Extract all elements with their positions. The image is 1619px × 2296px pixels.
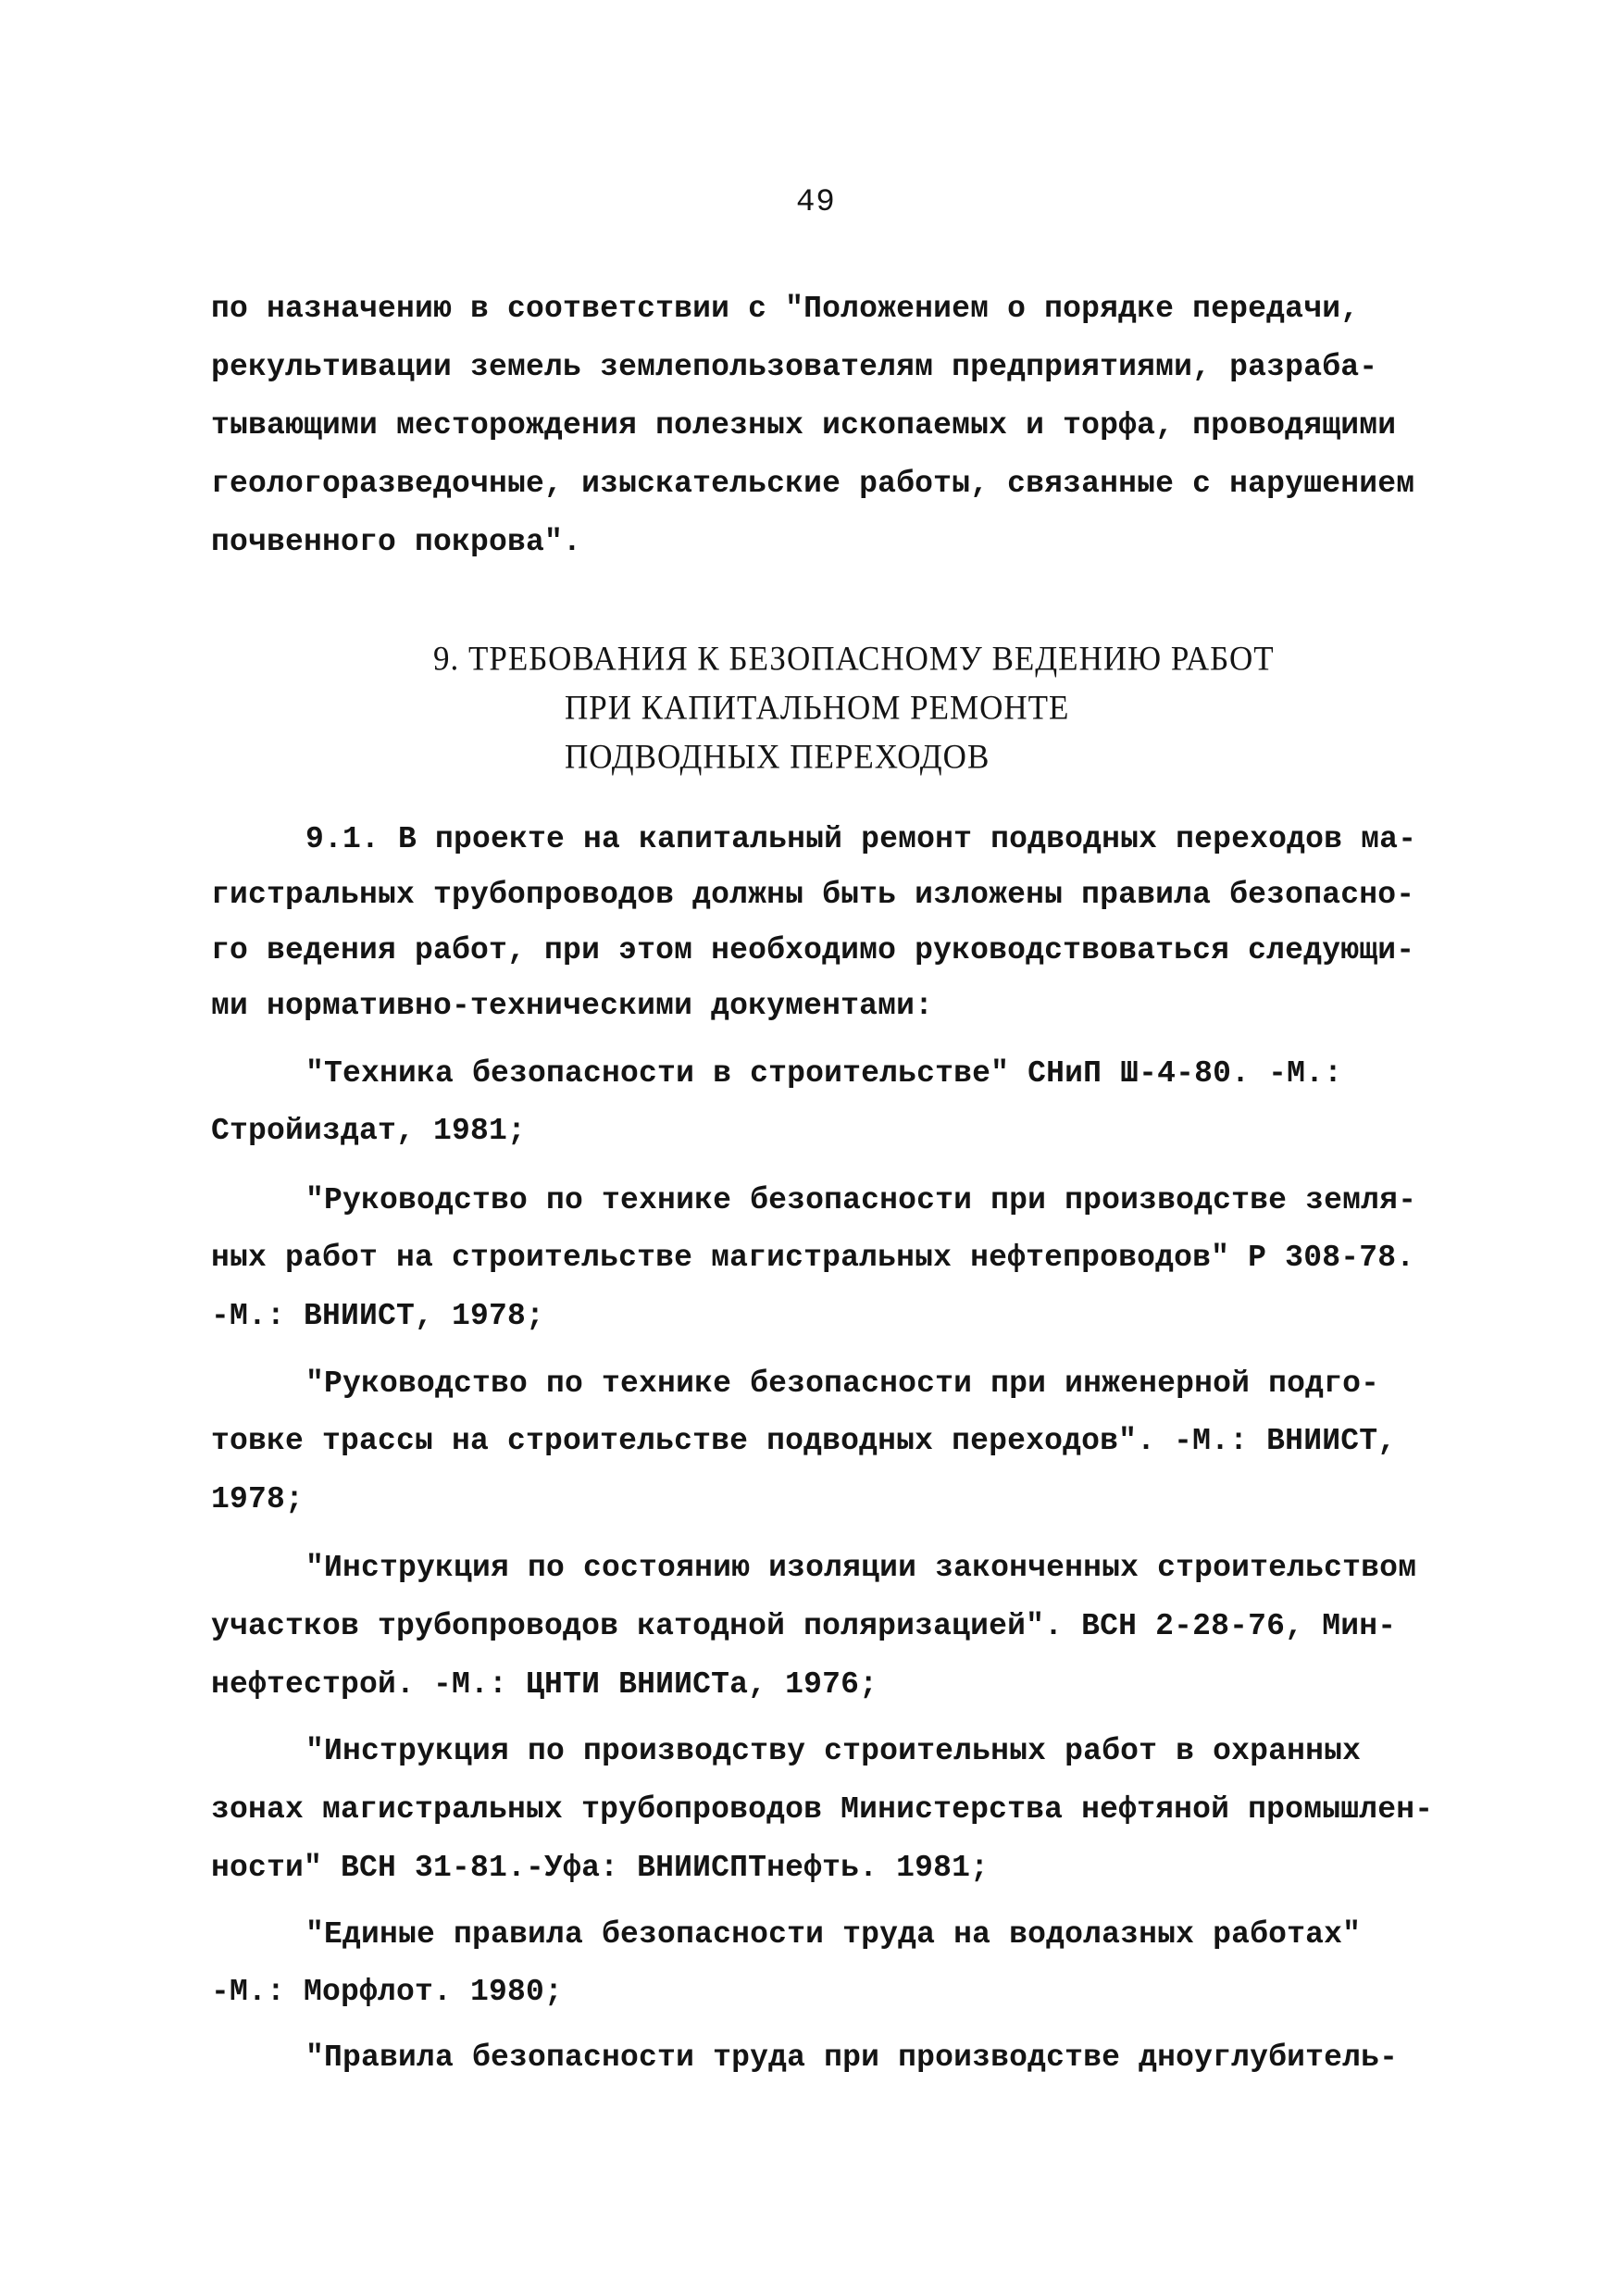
- intro-line-3: тывающими месторождения полезных ископаемых и торфа, проводящими: [211, 408, 1397, 443]
- reference-5-line-3: ности" ВСН 31-81.-Уфа: ВНИИСПТнефть. 1981;: [211, 1851, 990, 1885]
- section-heading-line-2: ПРИ КАПИТАЛЬНОМ РЕМОНТЕ: [565, 689, 1070, 727]
- reference-2-line-1: "Руководство по технике безопасности при производстве земля-: [305, 1183, 1417, 1217]
- clause-9-1-line-1: 9.1. В проекте на капитальный ремонт подводных переходов ма-: [305, 822, 1417, 856]
- clause-9-1-line-4: ми нормативно-техническими документами:: [211, 989, 934, 1023]
- reference-5-line-2: зонах магистральных трубопроводов Министерства нефтяной промышлен-: [211, 1792, 1434, 1827]
- intro-line-2: рекультивации земель землепользователям предприятиями, разраба-: [211, 350, 1378, 384]
- reference-1-line-1: "Техника безопасности в строительстве" СНиП Ш-4-80. -М.:: [305, 1056, 1343, 1091]
- section-heading-line-1: 9. ТРЕБОВАНИЯ К БЕЗОПАСНОМУ ВЕДЕНИЮ РАБОТ: [433, 640, 1275, 678]
- intro-line-5: почвенного покрова".: [211, 525, 582, 559]
- intro-line-1: по назначению в соответствии с "Положением о порядке передачи,: [211, 292, 1360, 326]
- reference-3-line-1: "Руководство по технике безопасности при инженерной подго-: [305, 1366, 1380, 1401]
- reference-6-line-1: "Единые правила безопасности труда на водолазных работах": [305, 1917, 1362, 1952]
- reference-3-line-3: 1978;: [211, 1482, 305, 1516]
- reference-6-line-2: -М.: Морфлот. 1980;: [211, 1975, 564, 2009]
- reference-7-line-1: "Правила безопасности труда при производстве дноуглубитель-: [305, 2040, 1399, 2075]
- reference-1-line-2: Стройиздат, 1981;: [211, 1114, 527, 1148]
- clause-9-1-line-2: гистральных трубопроводов должны быть изложены правила безопасно-: [211, 878, 1415, 912]
- reference-2-line-2: ных работ на строительстве магистральных нефтепроводов" Р 308-78.: [211, 1241, 1415, 1275]
- page-number: 49: [796, 185, 836, 220]
- intro-line-4: геологоразведочные, изыскательские работы, связанные с нарушением: [211, 467, 1415, 501]
- reference-3-line-2: товке трассы на строительстве подводных переходов". -М.: ВНИИСТ,: [211, 1424, 1397, 1458]
- section-heading-line-3: ПОДВОДНЫХ ПЕРЕХОДОВ: [565, 738, 990, 776]
- clause-9-1-line-3: го ведения работ, при этом необходимо руководствоваться следующи-: [211, 933, 1415, 967]
- reference-4-line-3: нефтестрой. -М.: ЦНТИ ВНИИСТа, 1976;: [211, 1667, 878, 1702]
- reference-4-line-2: участков трубопроводов катодной поляризацией". ВСН 2-28-76, Мин-: [211, 1609, 1397, 1643]
- reference-4-line-1: "Инструкция по состоянию изоляции законченных строительством: [305, 1551, 1417, 1585]
- reference-2-line-3: -М.: ВНИИСТ, 1978;: [211, 1299, 545, 1333]
- reference-5-line-1: "Инструкция по производству строительных работ в охранных: [305, 1734, 1362, 1768]
